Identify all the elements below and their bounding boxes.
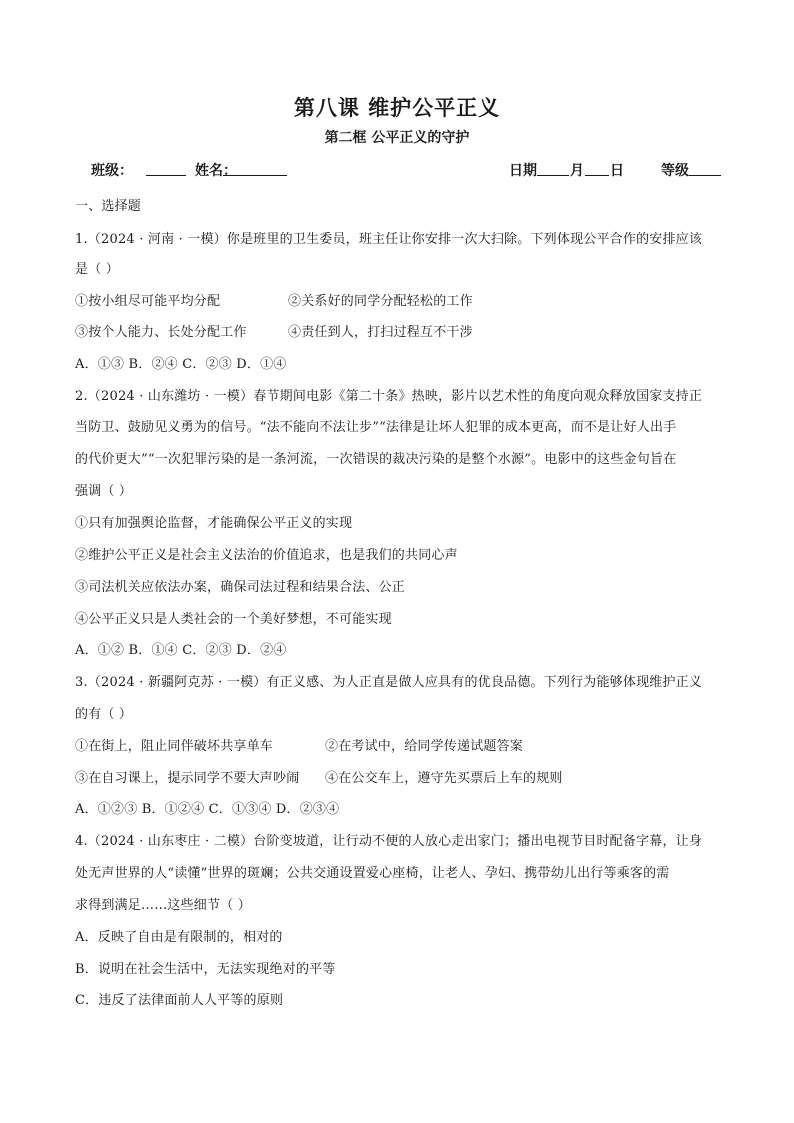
question-3-option: ②在考试中，给同学传递试题答案 [325,739,524,754]
question-1-option: ④责任到人，打扫过程互不干涉 [288,325,473,340]
question-1-stem-line: 是（ ） [75,262,119,277]
question-2-answers: A．①② B．①④ C．②③ D．②④ [75,643,287,658]
question-3-option: ③在自习课上，提示同学不要大声吵闹 [75,771,300,786]
question-3-stem-line: 3.（2024 · 新疆阿克苏 · 一模）有正义感、为人正直是做人应具有的优良品德。下列行为能够体现维护正义 [75,675,703,690]
question-4-stem-line: 处无声世界的人“读懂”世界的斑斓；公共交通设置爱心座椅，让老人、孕妇、携带幼儿出行等乘客的需 [75,866,670,881]
question-2-stem-line: 的代价更大”“一次犯罪污染的是一条河流，一次错误的裁决污染的是整个水源”。电影中的这些金句旨在 [75,452,677,467]
month-label: 月 [570,163,584,179]
question-4-option: B．说明在社会生活中，无法实现绝对的平等 [75,962,336,977]
question-1-stem-line: 1.（2024 · 河南 · 一模）你是班里的卫生委员，班主任让你安排一次大扫除。下列体现公平合作的安排应该 [75,232,703,247]
student-info-row [91,160,721,180]
question-2-option: ①只有加强舆论监督，才能确保公平正义的实现 [75,516,353,531]
class-label: 班级： [91,163,133,179]
question-1-option: ③按个人能力、长处分配工作 [75,325,247,340]
question-2-stem-line: 2.（2024 · 山东潍坊 · 一模）春节期间电影《第二十条》热映，影片以艺术性的角度向观众释放国家支持正 [75,389,703,404]
grade-label: 等级 [661,163,689,179]
question-1-answers: A．①③ B．②④ C．②③ D．①④ [75,357,287,372]
day-blank[interactable] [585,160,609,176]
lesson-subtitle: 第二框 公平正义的守护 [324,130,470,146]
question-3-answers: A．①②③ B．①②④ C．①③④ D．②③④ [75,802,340,817]
grade-blank[interactable] [689,160,721,176]
question-3-stem-line: 的有（ ） [75,707,133,722]
section-heading: 一、选择题 [75,199,142,214]
question-4-stem-line: 4.（2024 · 山东枣庄 · 二模）台阶变坡道，让行动不便的人放心走出家门；播出电视节目时配备字幕，让身 [75,834,703,849]
name-label: 姓名： [195,163,237,179]
month-blank[interactable] [537,160,569,176]
question-2-option: ③司法机关应依法办案，确保司法过程和结果合法、公正 [75,580,406,595]
question-3-option: ④在公交车上，遵守先买票后上车的规则 [325,771,563,786]
question-4-stem-line: 求得到满足……这些细节（ ） [75,898,251,913]
question-3-option: ①在街上，阻止同伴破坏共享单车 [75,739,274,754]
lesson-title: 第八课 维护公平正义 [293,96,501,120]
day-label: 日 [610,163,624,179]
class-blank[interactable] [146,160,186,176]
name-blank[interactable] [223,160,287,176]
question-4-option: C．违反了法律面前人人平等的原则 [75,993,284,1008]
question-1-option: ①按小组尽可能平均分配 [75,294,221,309]
question-2-stem-line: 强调（ ） [75,484,133,499]
question-2-option: ④公平正义只是人类社会的一个美好梦想，不可能实现 [75,612,392,627]
question-2-stem-line: 当防卫、鼓励见义勇为的信号。“法不能向不法让步”“法律是让坏人犯罪的成本更高，而不是让好人出手 [75,420,677,435]
question-4-option: A．反映了自由是有限制的，相对的 [75,930,283,945]
question-2-option: ②维护公平正义是社会主义法治的价值追求，也是我们的共同心声 [75,548,458,563]
date-label: 日期 [509,163,537,179]
question-1-option: ②关系好的同学分配轻松的工作 [288,294,473,309]
